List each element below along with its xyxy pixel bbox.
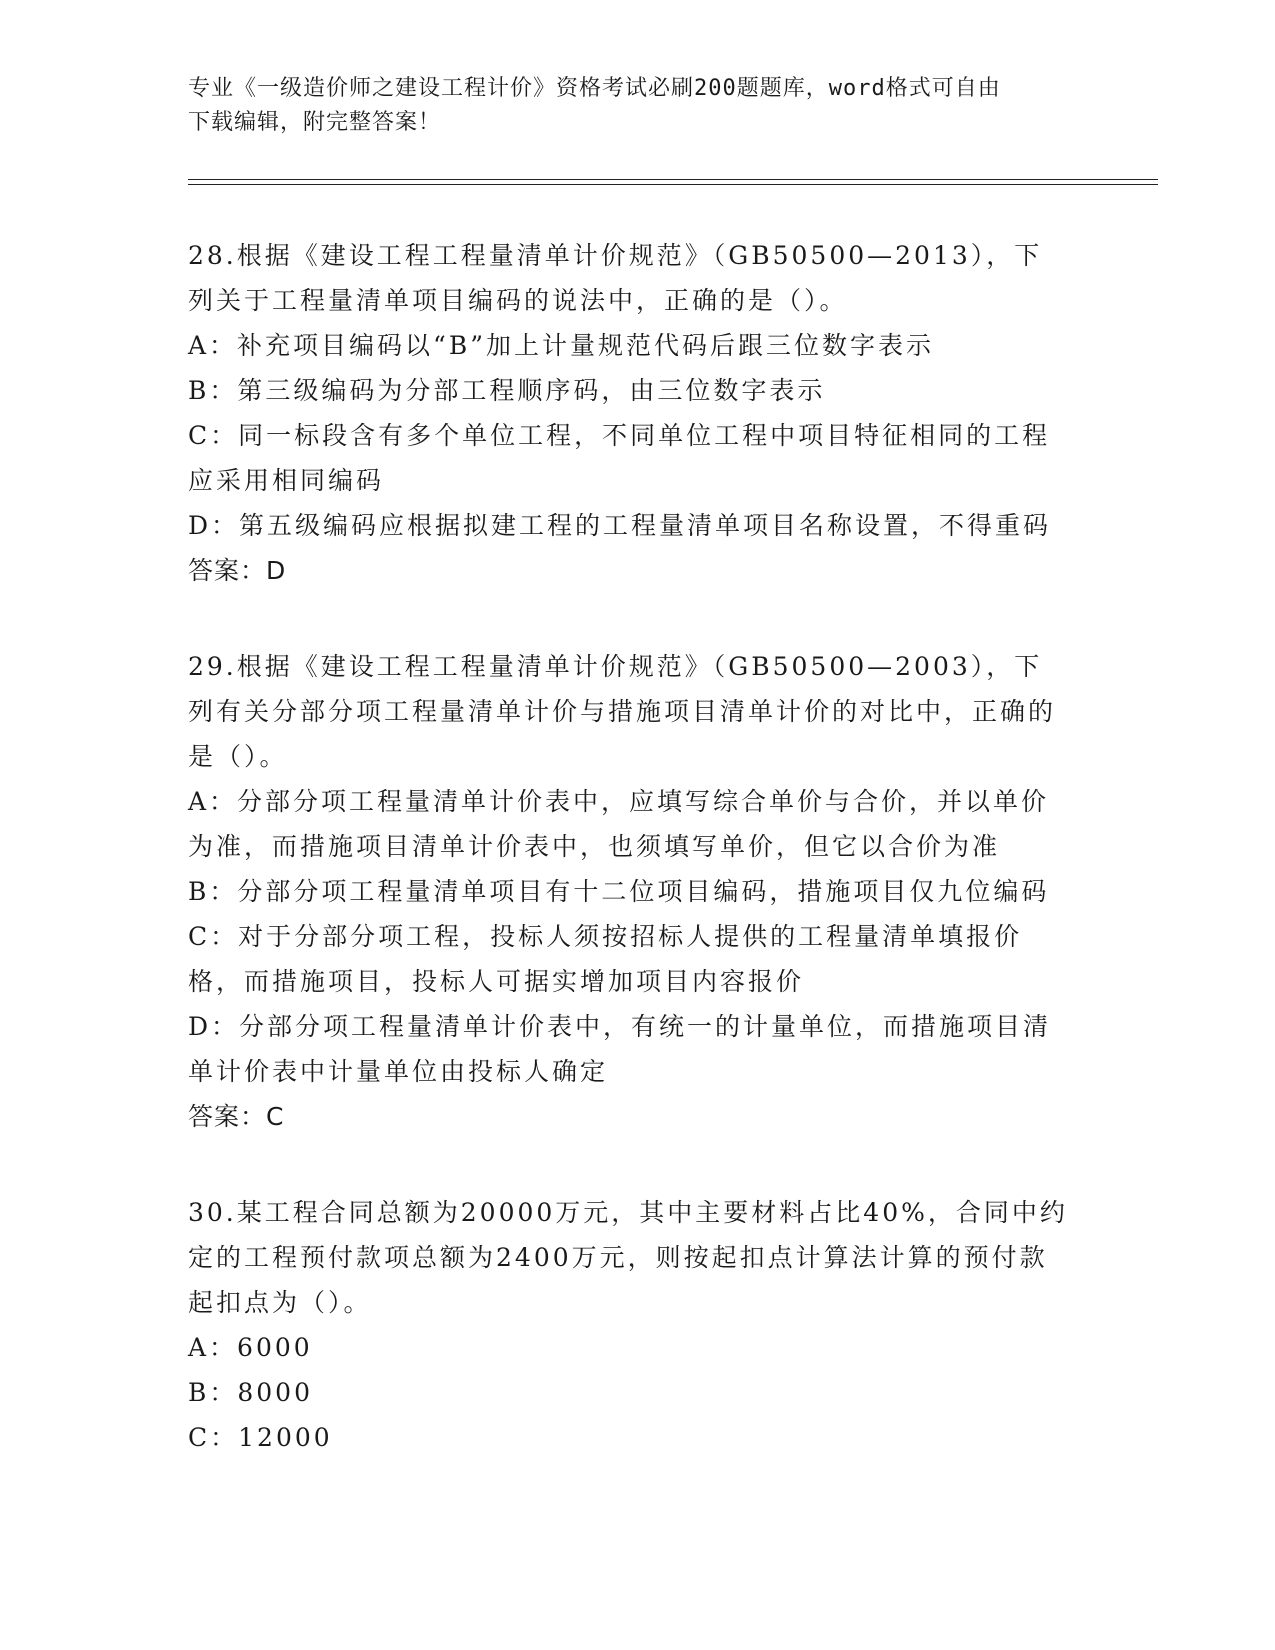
question-stem: 28.根据《建设工程工程量清单计价规范》（GB50500—2013），下列关于工程量清单项目编码的说法中，正确的是（）。 xyxy=(188,241,1043,315)
option-a: A：补充项目编码以“B”加上计量规范代码后跟三位数字表示 xyxy=(188,331,934,360)
option-b: B：分部分项工程量清单项目有十二位项目编码，措施项目仅九位编码 xyxy=(188,877,1050,906)
option-a: A：分部分项工程量清单计价表中，应填写综合单价与合价，并以单价为准，而措施项目清单计价表中，也须填写单价，但它以合价为准 xyxy=(188,787,1050,861)
document-header xyxy=(188,72,1078,140)
option-c: C：对于分部分项工程，投标人须按招标人提供的工程量清单填报价格，而措施项目，投标人可据实增加项目内容报价 xyxy=(188,922,1023,996)
answer-label: 答案：D xyxy=(188,556,287,585)
option-a: A：6000 xyxy=(188,1333,313,1362)
header-line-2: 下载编辑，附完整答案！ xyxy=(188,110,442,135)
question-29 xyxy=(188,644,1068,1139)
option-b: B：8000 xyxy=(188,1378,313,1407)
option-b: B：第三级编码为分部工程顺序码，由三位数字表示 xyxy=(188,376,826,405)
question-stem: 30.某工程合同总额为20000万元，其中主要材料占比40%，合同中约定的工程预付款项总额为2400万元，则按起扣点计算法计算的预付款起扣点为（）。 xyxy=(188,1198,1068,1317)
option-c: C：同一标段含有多个单位工程，不同单位工程中项目特征相同的工程应采用相同编码 xyxy=(188,421,1051,495)
header-line-1: 专业《一级造价师之建设工程计价》资格考试必刷200题题库，word格式可自由 xyxy=(188,76,1001,101)
option-d: D：分部分项工程量清单计价表中，有统一的计量单位，而措施项目清单计价表中计量单位由投标人确定 xyxy=(188,1012,1052,1086)
question-stem: 29.根据《建设工程工程量清单计价规范》（GB50500—2003），下列有关分部分项工程量清单计价与措施项目清单计价的对比中，正确的是（）。 xyxy=(188,652,1057,771)
option-c: C：12000 xyxy=(188,1423,333,1452)
header-divider-top xyxy=(188,179,1158,180)
answer-label: 答案：C xyxy=(188,1102,285,1131)
option-d: D：第五级编码应根据拟建工程的工程量清单项目名称设置，不得重码 xyxy=(188,511,1052,540)
question-30 xyxy=(188,1190,1068,1460)
header-divider-bottom xyxy=(188,184,1158,185)
question-28 xyxy=(188,233,1068,593)
